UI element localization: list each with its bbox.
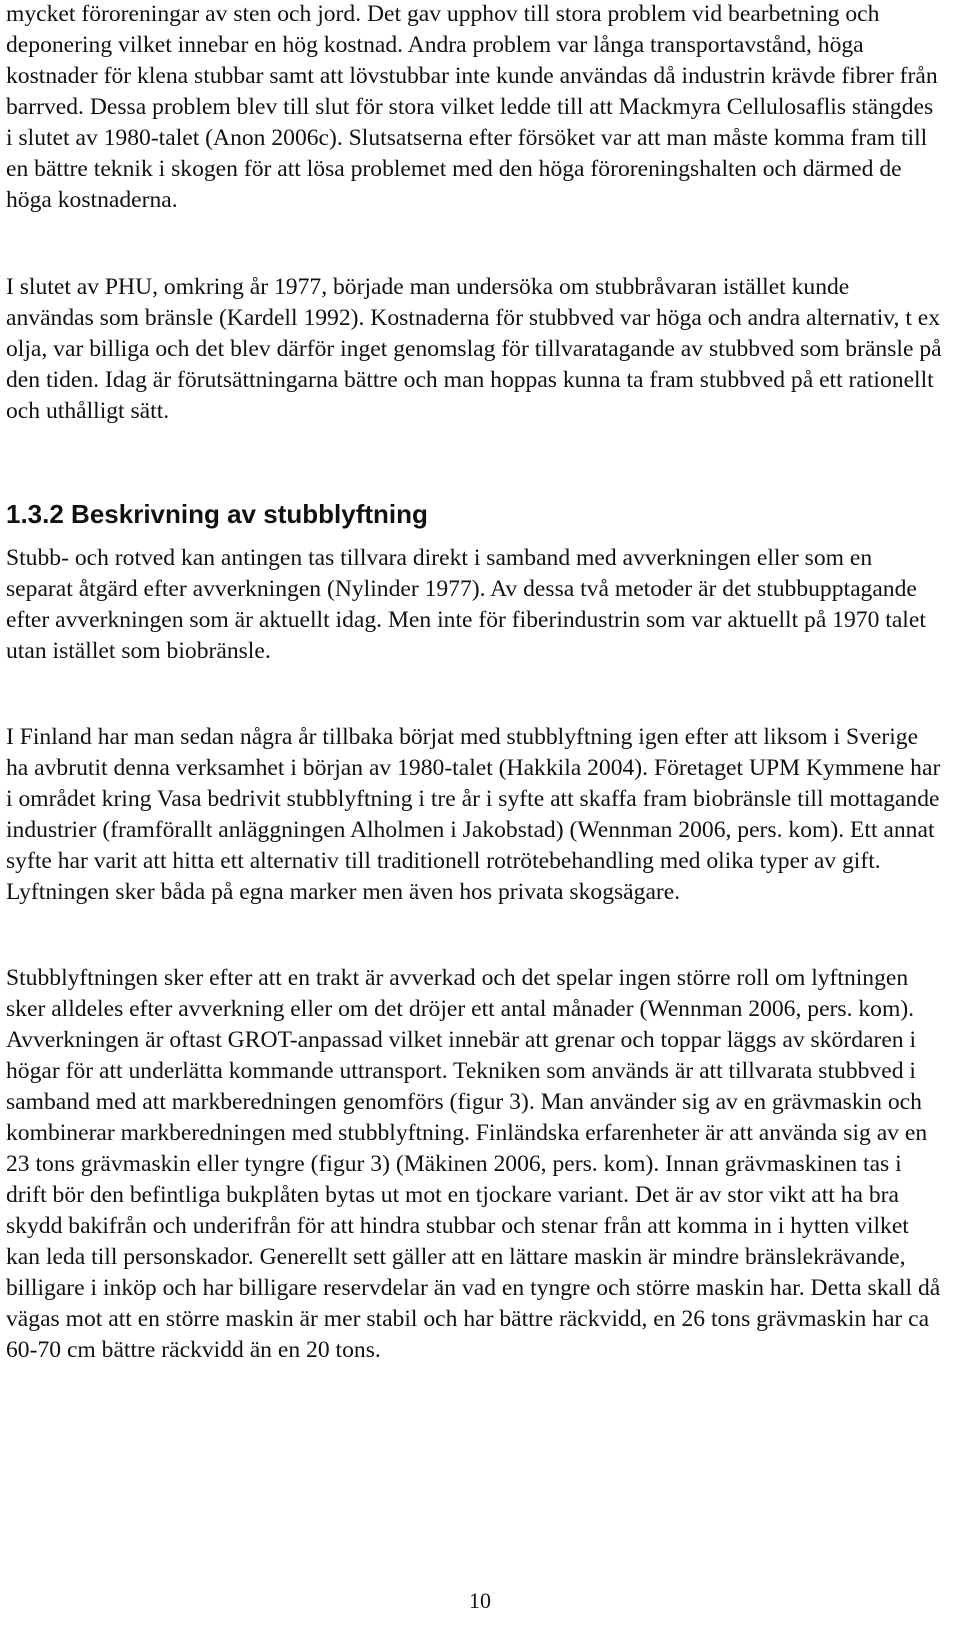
body-paragraph: Stubb- och rotved kan antingen tas tillvara direkt i samband med avverkningen eller som en separat åtgärd efter avverkningen (Nylinder 1977). Av dessa två metoder är det stubbupptagande efter avverkningen som är aktuellt idag. Men inte för fiberindustrin som var aktuellt på 1970 talet utan istället som biobränsle. bbox=[6, 545, 926, 664]
body-paragraph: I slutet av PHU, omkring år 1977, började man undersöka om stubbråvaran istället kunde användas som bränsle (Kardell 1992). Kostnaderna för stubbved var höga och andra alternativ, t ex olja, var billiga och det blev därför inget genomslag för tillvaratagande av stubbved som bränsle på den tiden. Idag är förutsättningarna bättre och man hoppas kunna ta fram stubbved på ett rationellt och uthålligt sätt. bbox=[6, 274, 942, 424]
section-heading: 1.3.2 Beskrivning av stubblyftning bbox=[6, 499, 428, 529]
page-number: 10 bbox=[469, 1588, 491, 1613]
body-paragraph: mycket föroreningar av sten och jord. Det gav upphov till stora problem vid bearbetning och deponering vilket innebar en hög kostnad. Andra problem var långa transportavstånd, höga kostnader för klena stubbar samt att lövstubbar inte kunde användas då industrin krävde fibrer från barrved. Dessa problem blev till slut för stora vilket ledde till att Mackmyra Cellulosaflis stängdes i slutet av 1980-talet (Anon 2006c). Slutsatserna efter försöket var att man måste komma fram till en bättre teknik i skogen för att lösa problemet med den höga föroreningshalten och därmed de höga kostnaderna. bbox=[6, 1, 938, 213]
body-paragraph: Stubblyftningen sker efter att en trakt är avverkad och det spelar ingen större roll om lyftningen sker alldeles efter avverkning eller om det dröjer ett antal månader (Wennman 2006, pers. kom). Avverkningen är oftast GROT-anpassad vilket innebär att grenar och toppar läggs av skördaren i högar för att underlätta kommande uttransport. Tekniken som används är att tillvarata stubbved i samband med att markberedningen genomförs (figur 3). Man använder sig av en grävmaskin och kombinerar markberedningen med stubblyftning. Finländska erfarenheter är att använda sig av en 23 tons grävmaskin eller tyngre (figur 3) (Mäkinen 2006, pers. kom). Innan grävmaskinen tas i drift bör den befintliga bukplåten bytas ut mot en tjockare variant. Det är av stor vikt att ha bra skydd bakifrån och underifrån för att hindra stubbar och stenar från att komma in i hytten vilket kan leda till personskador. Generellt sett gäller att en lättare maskin är mindre bränslekrävande, billigare i inköp och har billigare reservdelar än vad en tyngre och större maskin har. Detta skall då vägas mot att en större maskin är mer stabil och har bättre räckvidd, en 26 tons grävmaskin har ca 60-70 cm bättre räckvidd än en 20 tons. bbox=[6, 965, 941, 1363]
body-paragraph: I Finland har man sedan några år tillbaka börjat med stubblyftning igen efter att liksom i Sverige ha avbrutit denna verksamhet i början av 1980-talet (Hakkila 2004). Företaget UPM Kymmene har i området kring Vasa bedrivit stubblyftning i tre år i syfte att skaffa fram biobränsle till mottagande industrier (framförallt anläggningen Alholmen i Jakobstad) (Wennman 2006, pers. kom). Ett annat syfte har varit att hitta ett alternativ till traditionell rotrötebehandling med olika typer av gift. Lyftningen sker båda på egna marker men även hos privata skogsägare. bbox=[6, 724, 941, 905]
